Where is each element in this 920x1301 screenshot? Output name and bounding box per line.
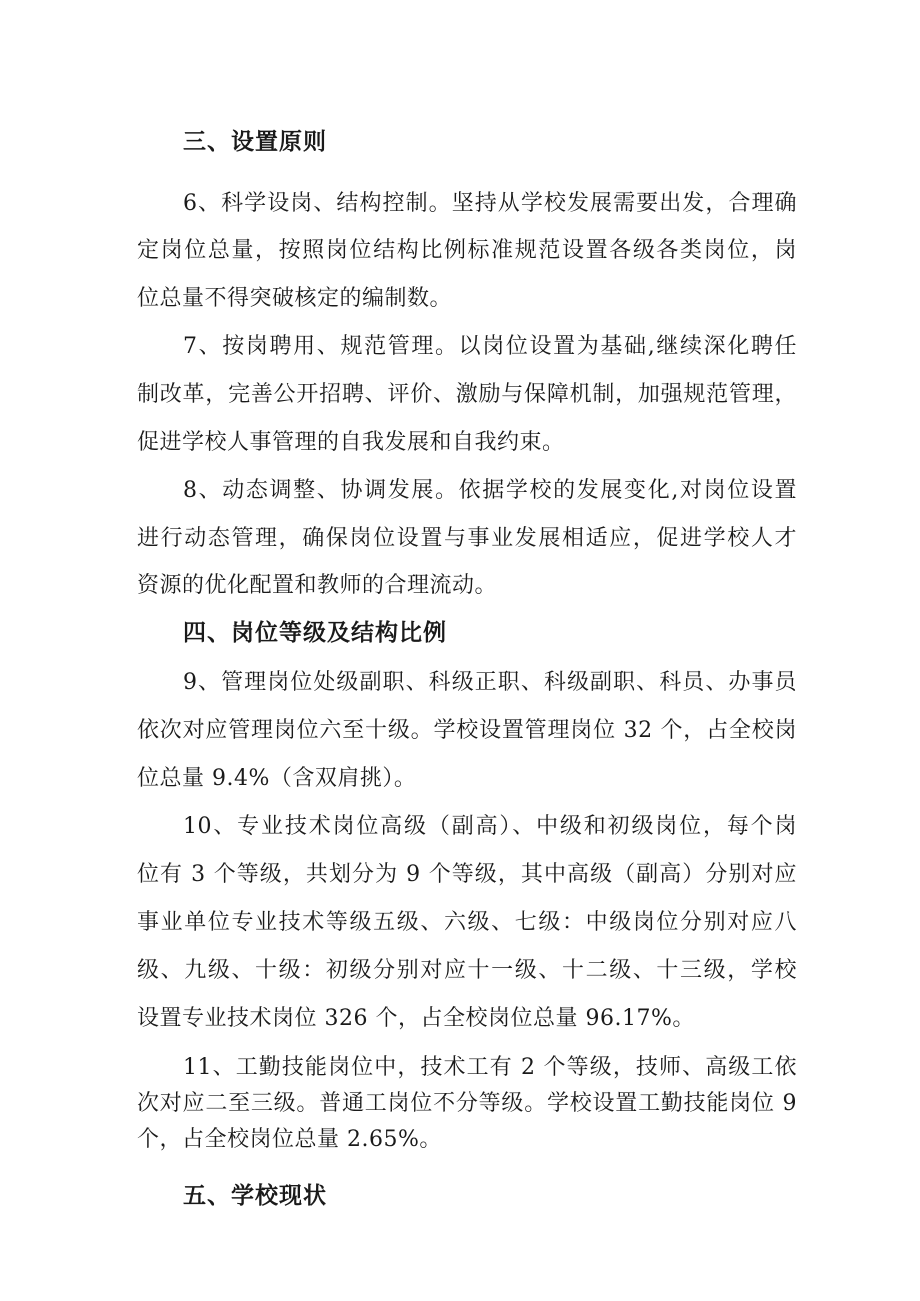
paragraph-10-line-2: 位有 3 个等级，共划分为 9 个等级，其中高级（副高）分别对应 [137, 862, 797, 887]
paragraph-10-line-4: 级、九级、十级：初级分别对应十一级、十二级、十三级，学校 [137, 958, 797, 983]
paragraph-7-line-3: 促进学校人事管理的自我发展和自我约束。 [137, 430, 565, 455]
paragraph-8-line-3: 资源的优化配置和教师的合理流动。 [137, 573, 498, 598]
paragraph-7-line-1: 7、按岗聘用、规范管理。以岗位设置为基础,继续深化聘任 [183, 334, 797, 359]
paragraph-11-line-3: 个，占全校岗位总量 2.65%。 [137, 1127, 442, 1152]
paragraph-9-line-1: 9、管理岗位处级副职、科级正职、科级副职、科员、办事员 [183, 670, 797, 695]
section-heading-4: 四、岗位等级及结构比例 [183, 620, 447, 646]
paragraph-8-line-1: 8、动态调整、协调发展。依据学校的发展变化,对岗位设置 [183, 478, 797, 503]
paragraph-10-line-5: 设置专业技术岗位 326 个，占全校岗位总量 96.17%。 [137, 1006, 695, 1031]
paragraph-11-line-1: 11、工勤技能岗位中，技术工有 2 个等级，技师、高级工依 [183, 1055, 797, 1080]
paragraph-6-line-3: 位总量不得突破核定的编制数。 [137, 286, 453, 311]
section-heading-5: 五、学校现状 [183, 1183, 327, 1209]
paragraph-9-line-2: 依次对应管理岗位六至十级。学校设置管理岗位 32 个，占全校岗 [137, 718, 797, 743]
paragraph-9-line-3: 位总量 9.4%（含双肩挑）。 [137, 766, 417, 791]
paragraph-6-line-1: 6、科学设岗、结构控制。坚持从学校发展需要出发，合理确 [183, 191, 797, 216]
paragraph-10-line-1: 10、专业技术岗位高级（副高）、中级和初级岗位，每个岗 [183, 814, 797, 839]
section-heading-3: 三、设置原则 [183, 129, 327, 155]
paragraph-7-line-2: 制改革，完善公开招聘、评价、激励与保障机制，加强规范管理， [137, 382, 797, 407]
paragraph-11-line-2: 次对应二至三级。普通工岗位不分等级。学校设置工勤技能岗位 9 [137, 1091, 797, 1116]
paragraph-6-line-2: 定岗位总量，按照岗位结构比例标准规范设置各级各类岗位，岗 [137, 238, 797, 263]
paragraph-8-line-2: 进行动态管理，确保岗位设置与事业发展相适应，促进学校人才 [137, 526, 797, 551]
paragraph-10-line-3: 事业单位专业技术等级五级、六级、七级：中级岗位分别对应八 [137, 910, 797, 935]
